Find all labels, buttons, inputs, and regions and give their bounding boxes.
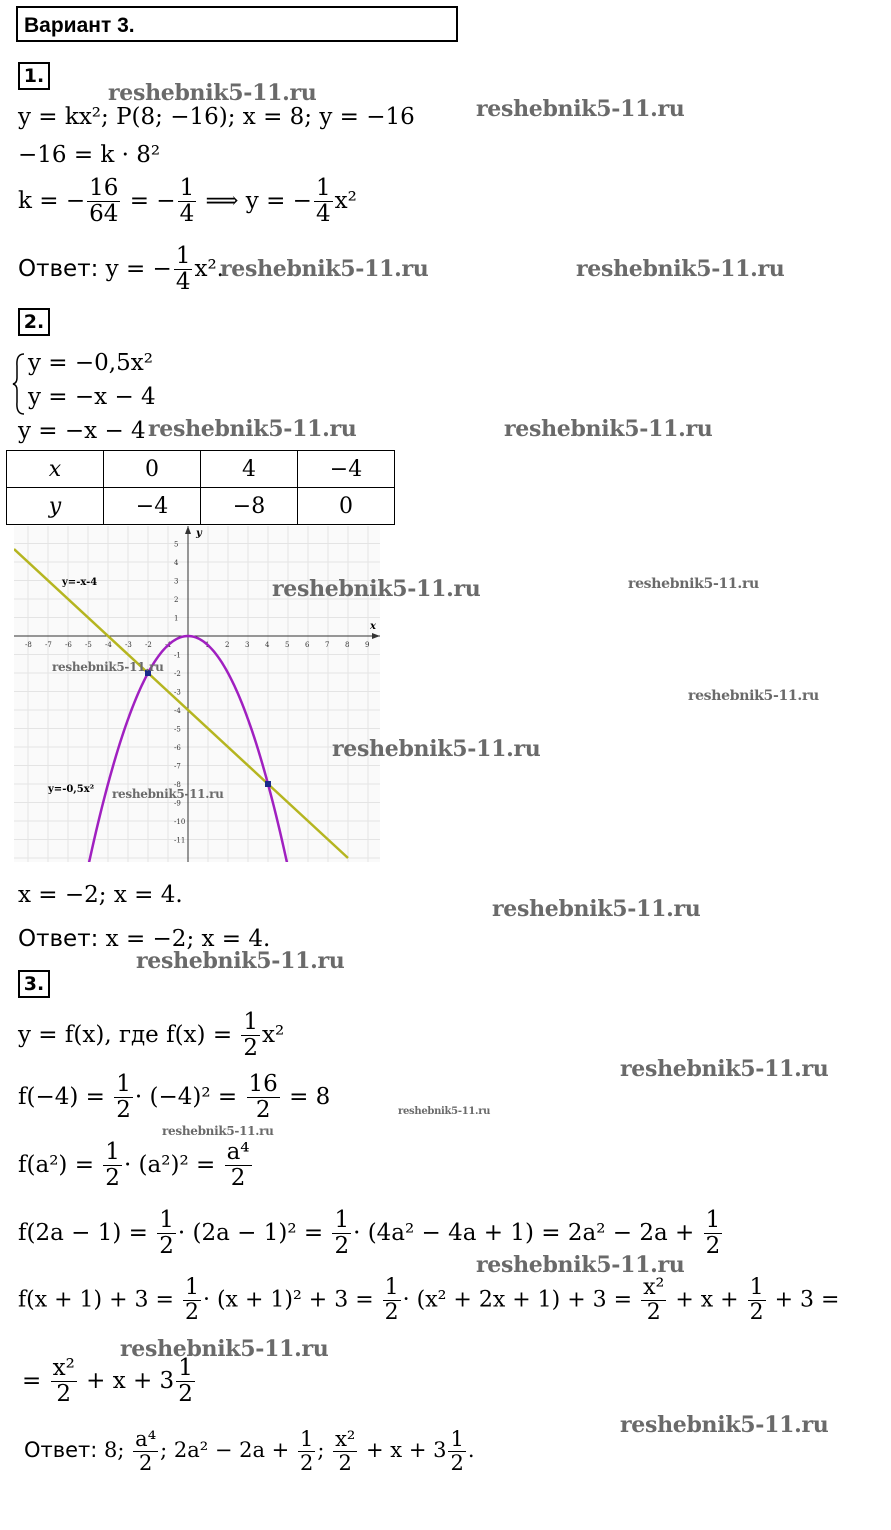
x-tick-label: 4 [265, 641, 270, 649]
x-tick-label: 3 [245, 641, 250, 649]
x-tick-label: -2 [145, 641, 152, 649]
task1-line3: k = − $\frac{16}{64}$ = − $\frac{1}{4}$ ⟹ y = − $\frac{1}{4}$ x² [18, 175, 357, 228]
x-tick-label: -7 [45, 641, 52, 649]
watermark: reshebnik5-11.ru [628, 576, 759, 592]
table-cell: −4 [104, 488, 201, 525]
task3-line5: f(x + 1) + 3 = $\frac{1}{2}$ · (x + 1)² + 3 = $\frac{1}{2}$ · (x² + 2x + 1) + 3 = $\frac{\text{x²}}{2}$ + x + $\frac{1}{2}$ + 3 = [18, 1275, 840, 1326]
watermark: reshebnik5-11.ru [492, 896, 701, 922]
y-tick-label: -2 [174, 670, 181, 678]
intersection-point [265, 781, 271, 787]
task1-answer: Ответ: y = − $\frac{1}{4}$ x². [18, 243, 224, 296]
y-tick-label: -3 [174, 688, 181, 697]
x-axis-label: x [370, 621, 376, 632]
watermark: reshebnik5-11.ru [220, 256, 429, 282]
watermark: reshebnik5-11.ru [688, 688, 819, 704]
task1-line1: y = kx²; P(8; −16); x = 8; y = −16 [18, 104, 415, 130]
x-tick-label: 9 [365, 641, 370, 649]
watermark: reshebnik5-11.ru [148, 416, 357, 442]
task3-line2: f(−4) = $\frac{1}{2}$ · (−4)² = $\frac{16}{2}$ = 8 [18, 1071, 331, 1124]
table-cell: 0 [298, 488, 395, 525]
line-label: y=-x-4 [62, 577, 98, 588]
task1-number: 1. [18, 62, 50, 90]
task3-answer: Ответ: 8; $\frac{\text{a⁴}}{2}$ ; 2a² − 2a + $\frac{1}{2}$ ; $\frac{\text{x²}}{2}$ + x + 3 $\frac{1}{2}$ . [24, 1427, 475, 1476]
table-row [7, 488, 395, 525]
task2-result: x = −2; x = 4. [18, 882, 183, 908]
table-row [7, 451, 395, 488]
table-cell: y [7, 488, 104, 525]
table-cell: 0 [104, 451, 201, 488]
y-tick-label: 1 [174, 614, 179, 623]
task3-line1: y = f(x), где f(x) = $\frac{1}{2}$ x² [18, 1009, 285, 1062]
y-tick-label: -1 [174, 651, 181, 660]
y-tick-label: 2 [174, 596, 179, 604]
y-tick-label: -4 [174, 707, 181, 715]
y-tick-label: -5 [174, 725, 181, 734]
watermark: reshebnik5-11.ru [108, 80, 317, 106]
watermark: reshebnik5-11.ru [476, 1252, 685, 1278]
task2-equation: y = −x − 4 [18, 418, 146, 444]
task3-line3: f(a²) = $\frac{1}{2}$ · (a²)² = $\frac{\text{a⁴}}{2}$ [18, 1139, 250, 1192]
x-tick-label: -6 [65, 641, 72, 649]
y-tick-label: -8 [174, 781, 181, 789]
watermark: reshebnik5-11.ru [398, 1106, 491, 1117]
x-tick-label: 5 [285, 641, 290, 649]
task3-line4: f(2a − 1) = $\frac{1}{2}$ · (2a − 1)² = $\frac{1}{2}$ · (4a² − 4a + 1) = 2a² − 2a + $\frac{1}{2}$ [18, 1207, 721, 1260]
x-tick-label: 1 [205, 641, 210, 649]
x-tick-label: 8 [345, 641, 350, 649]
table-cell: 4 [201, 451, 298, 488]
task2-number: 2. [18, 308, 50, 336]
x-tick-label: -5 [85, 641, 92, 649]
x-tick-label: 7 [325, 641, 330, 649]
table-cell: x [7, 451, 104, 488]
parabola-label: y=-0,5x² [48, 784, 95, 795]
y-tick-label: 5 [174, 540, 179, 549]
y-tick-label: -10 [174, 818, 186, 826]
watermark: reshebnik5-11.ru [162, 1124, 274, 1138]
x-tick-label: -8 [25, 641, 32, 649]
watermark: reshebnik5-11.ru [504, 416, 713, 442]
watermark: reshebnik5-11.ru [120, 1336, 329, 1362]
x-tick-label: 2 [225, 641, 230, 649]
y-tick-label: -7 [174, 762, 181, 771]
values-table [6, 450, 395, 525]
x-tick-label: -1 [165, 641, 172, 649]
task3-number: 3. [18, 970, 50, 998]
task2-answer: Ответ: x = −2; x = 4. [18, 926, 271, 952]
table-cell: −8 [201, 488, 298, 525]
watermark: reshebnik5-11.ru [272, 576, 481, 602]
x-tick-label: 6 [305, 641, 310, 649]
watermark: reshebnik5-11.ru [332, 736, 541, 762]
y-tick-label: -11 [174, 836, 186, 845]
task3-line6: = $\frac{\text{x²}}{2}$ + x + 3 $\frac{1}{2}$ [22, 1355, 193, 1408]
watermark: reshebnik5-11.ru [136, 948, 345, 974]
watermark: reshebnik5-11.ru [52, 660, 164, 674]
x-tick-label: -4 [105, 641, 112, 649]
watermark: reshebnik5-11.ru [576, 256, 785, 282]
x-tick-label: -3 [125, 641, 132, 649]
y-tick-label: 3 [174, 577, 179, 586]
task1-line2: −16 = k · 8² [18, 142, 161, 168]
watermark: reshebnik5-11.ru [620, 1056, 829, 1082]
watermark: reshebnik5-11.ru [620, 1412, 829, 1438]
page-title: Вариант 3. [16, 6, 458, 42]
table-cell: −4 [298, 451, 395, 488]
y-tick-label: 4 [174, 559, 179, 567]
y-tick-label: -9 [174, 799, 181, 808]
y-tick-label: -6 [174, 744, 181, 752]
brace-icon [12, 352, 26, 416]
watermark: reshebnik5-11.ru [112, 787, 224, 801]
y-axis-label: y [196, 528, 202, 539]
watermark: reshebnik5-11.ru [476, 96, 685, 122]
